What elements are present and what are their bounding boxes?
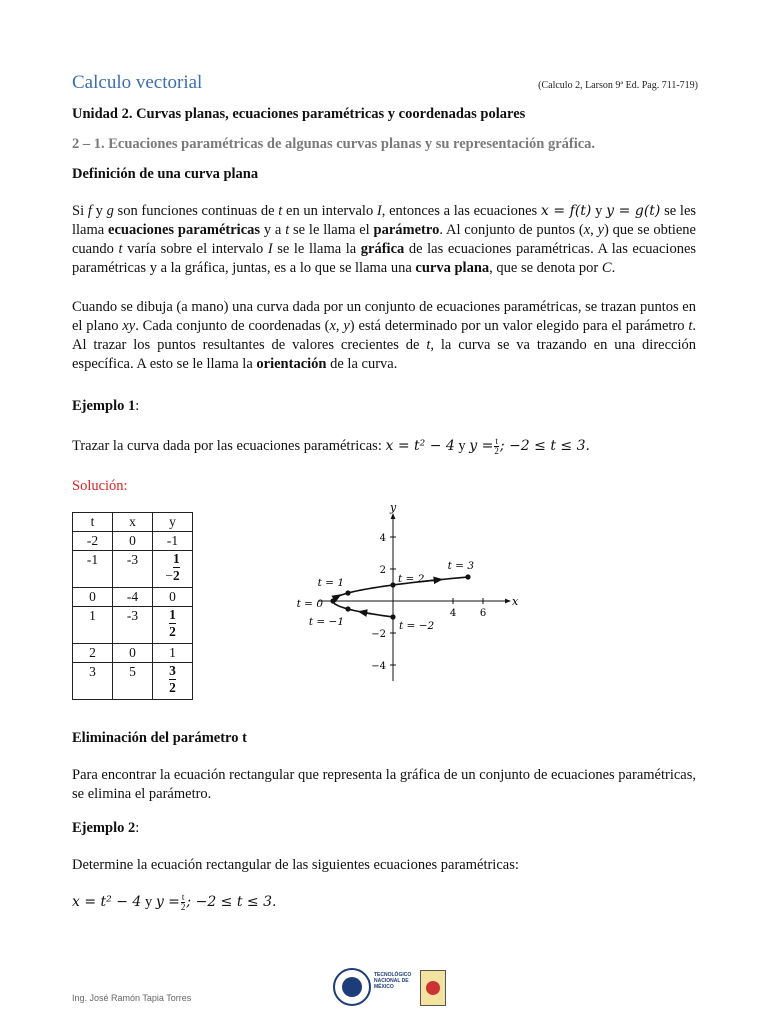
curve-point xyxy=(330,598,335,603)
y-tick-label: 4 xyxy=(379,533,386,544)
orientation-paragraph: Cuando se dibuja (a mano) una curva dada por un conjunto de ecuaciones paramétricas, se trazan puntos en el plano xy. Cada conjunto de coordenadas (x, y) está determinado por un valor elegido para el parámetro t. Al trazar los puntos resultantes de valores crecientes de t, la curva se va trazando en una dirección específica. A esto se le llama la orientación de la curva. xyxy=(72,299,697,372)
solution-label: Solución: xyxy=(72,478,128,494)
point-label: t = −2 xyxy=(399,620,435,632)
point-label: t = 3 xyxy=(447,560,474,572)
curve-point xyxy=(465,574,470,579)
definition-paragraph: Si f y g son funciones continuas de t en un intervalo I, entonces a las ecuaciones x = f(t) y y = g(t) se les llama ecuaciones paramétricas y a t se le llama el parámetro. Al conjunto de puntos (x, y) que se obtiene cuando t varía sobre el intervalo I se le llama la gráfica de las ecuaciones paramétricas. A las ecuaciones paramétricas y a la gráfica, juntas, es a lo que se llama una curva plana, que se denota por C. xyxy=(72,203,697,276)
x-axis-label: x xyxy=(512,595,519,608)
example2-heading: Ejemplo 2: xyxy=(72,820,140,836)
header-y: y xyxy=(153,513,193,532)
point-label: t = 0 xyxy=(296,598,323,610)
tecnm-logo xyxy=(333,968,371,1006)
point-label: t = −1 xyxy=(308,616,344,628)
table-row: 2 0 1 xyxy=(73,644,193,663)
example1-statement: Trazar la curva dada por las ecuaciones paramétricas: x = t² − 4 y y = $\frac{t}{2}$ ; −2 ≤ t ≤ 3. xyxy=(72,436,590,457)
table-row: -2 0 -1 xyxy=(73,532,193,551)
curve-point xyxy=(390,582,395,587)
header-t: t xyxy=(73,513,113,532)
y-tick-label: −2 xyxy=(371,629,386,640)
table-row: 0 -4 0 xyxy=(73,588,193,607)
section-heading: 2 – 1. Ecuaciones paramétricas de algunas curvas planas y su representación gráfica. xyxy=(72,136,596,152)
table-row: 1 -3 $\frac{1}{2}$ xyxy=(73,607,193,644)
term-parameter: parámetro xyxy=(373,222,440,238)
orientation-arrow xyxy=(362,612,371,614)
table-row: -1 -3 − $\frac{1}{2}$ xyxy=(73,551,193,588)
orientation-arrow xyxy=(335,597,338,599)
footer-author: Ing. José Ramón Tapia Torres xyxy=(72,993,192,1003)
table-header-row xyxy=(73,513,193,532)
table-row: 3 5 $\frac{3}{2}$ xyxy=(73,663,193,700)
parametric-plot xyxy=(280,505,540,700)
eq-x-ft: x = f(t) xyxy=(540,203,592,219)
y-tick-label: 2 xyxy=(379,565,386,576)
x-tick-label: 6 xyxy=(479,608,487,619)
unit-heading: Unidad 2. Curvas planas, ecuaciones paramétricas y coordenadas polares xyxy=(72,106,526,122)
example2-statement: Determine la ecuación rectangular de las siguientes ecuaciones paramétricas: xyxy=(72,857,519,873)
y-axis-label: y xyxy=(390,505,397,514)
orientation-arrow xyxy=(423,580,438,582)
term-plane-curve: curva plana xyxy=(415,260,490,276)
institute-shield-logo xyxy=(420,970,446,1006)
eq-y-gt: y = g(t) xyxy=(606,203,661,219)
course-title: Calculo vectorial xyxy=(72,72,203,93)
example1-heading: Ejemplo 1: xyxy=(72,398,140,414)
values-table xyxy=(72,512,193,700)
y-tick-label: −4 xyxy=(371,661,386,672)
curve-point xyxy=(345,606,350,611)
term-parametric-equations: ecuaciones paramétricas xyxy=(108,222,261,238)
x-tick-label: 4 xyxy=(449,608,457,619)
example2-equations: x = t² − 4 y y = $\frac{t}{2}$ ; −2 ≤ t ≤ 3. xyxy=(72,892,277,913)
point-label: t = 2 xyxy=(398,573,425,585)
elimination-paragraph: Para encontrar la ecuación rectangular que representa la gráfica de un conjunto de ecuaciones paramétricas, se elimina el parámetro. xyxy=(72,767,696,802)
elimination-heading: Eliminación del parámetro t xyxy=(72,730,247,746)
book-reference: (Calculo 2, Larson 9ª Ed. Pag. 711-719) xyxy=(538,80,698,91)
tecnm-logo-text: TECNOLÓGICO NACIONAL DE MÉXICO xyxy=(374,972,412,990)
term-graph: gráfica xyxy=(360,241,405,257)
definition-heading: Definición de una curva plana xyxy=(72,166,259,182)
point-label: t = 1 xyxy=(317,577,344,589)
header-x: x xyxy=(113,513,153,532)
term-orientation: orientación xyxy=(256,356,327,372)
curve-point xyxy=(345,590,350,595)
curve-point xyxy=(390,614,395,619)
